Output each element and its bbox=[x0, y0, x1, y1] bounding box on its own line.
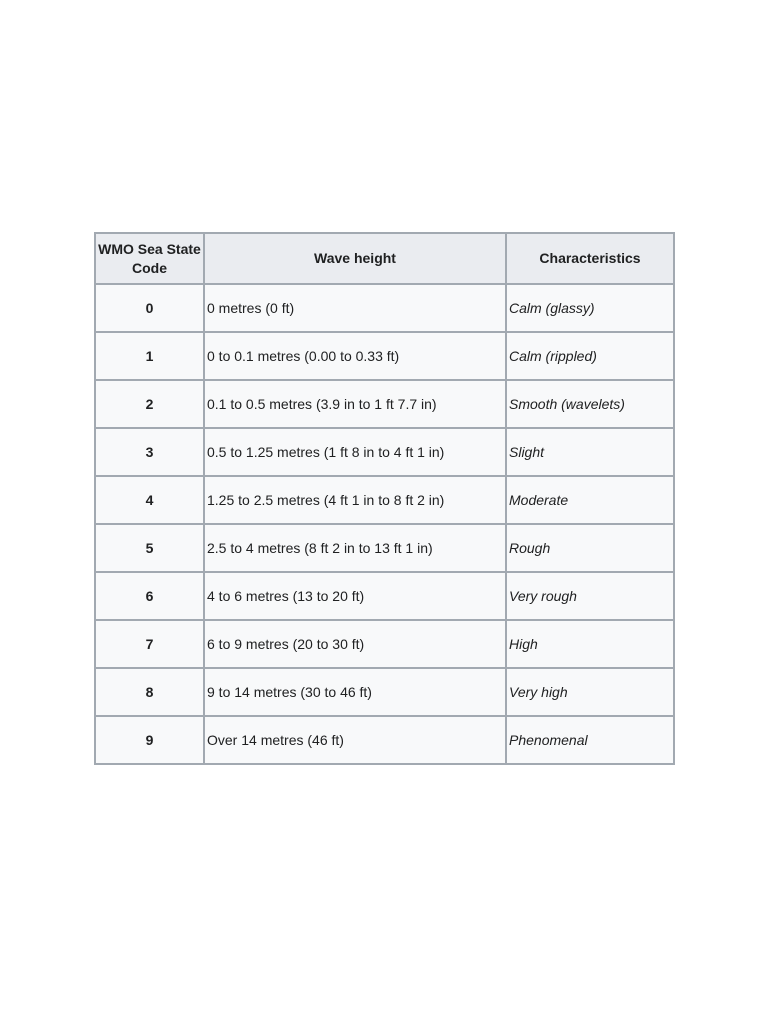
cell-characteristics: Very rough bbox=[506, 572, 674, 620]
cell-code: 2 bbox=[95, 380, 204, 428]
cell-wave-height: 0.5 to 1.25 metres (1 ft 8 in to 4 ft 1 in) bbox=[204, 428, 506, 476]
cell-wave-height: 4 to 6 metres (13 to 20 ft) bbox=[204, 572, 506, 620]
cell-wave-height: 2.5 to 4 metres (8 ft 2 in to 13 ft 1 in) bbox=[204, 524, 506, 572]
cell-code: 3 bbox=[95, 428, 204, 476]
cell-wave-height: Over 14 metres (46 ft) bbox=[204, 716, 506, 764]
cell-code: 0 bbox=[95, 284, 204, 332]
cell-characteristics: Phenomenal bbox=[506, 716, 674, 764]
cell-wave-height: 0 to 0.1 metres (0.00 to 0.33 ft) bbox=[204, 332, 506, 380]
table-row bbox=[95, 380, 674, 428]
cell-characteristics: High bbox=[506, 620, 674, 668]
table-row bbox=[95, 476, 674, 524]
cell-characteristics: Moderate bbox=[506, 476, 674, 524]
header-characteristics: Characteristics bbox=[506, 233, 674, 284]
sea-state-table bbox=[94, 232, 675, 765]
cell-characteristics: Rough bbox=[506, 524, 674, 572]
cell-code: 4 bbox=[95, 476, 204, 524]
cell-code: 8 bbox=[95, 668, 204, 716]
table-row bbox=[95, 524, 674, 572]
cell-wave-height: 0 metres (0 ft) bbox=[204, 284, 506, 332]
table-row bbox=[95, 620, 674, 668]
cell-code: 7 bbox=[95, 620, 204, 668]
table-header-row bbox=[95, 233, 674, 284]
table-row bbox=[95, 668, 674, 716]
header-code: WMO Sea State Code bbox=[95, 233, 204, 284]
cell-characteristics: Very high bbox=[506, 668, 674, 716]
table-row bbox=[95, 428, 674, 476]
cell-characteristics: Calm (rippled) bbox=[506, 332, 674, 380]
cell-code: 9 bbox=[95, 716, 204, 764]
table-row bbox=[95, 332, 674, 380]
cell-wave-height: 6 to 9 metres (20 to 30 ft) bbox=[204, 620, 506, 668]
header-wave-height: Wave height bbox=[204, 233, 506, 284]
cell-wave-height: 9 to 14 metres (30 to 46 ft) bbox=[204, 668, 506, 716]
cell-code: 6 bbox=[95, 572, 204, 620]
cell-wave-height: 0.1 to 0.5 metres (3.9 in to 1 ft 7.7 in) bbox=[204, 380, 506, 428]
cell-wave-height: 1.25 to 2.5 metres (4 ft 1 in to 8 ft 2 in) bbox=[204, 476, 506, 524]
table-row bbox=[95, 716, 674, 764]
cell-characteristics: Calm (glassy) bbox=[506, 284, 674, 332]
table-row bbox=[95, 284, 674, 332]
cell-code: 1 bbox=[95, 332, 204, 380]
cell-characteristics: Smooth (wavelets) bbox=[506, 380, 674, 428]
cell-code: 5 bbox=[95, 524, 204, 572]
cell-characteristics: Slight bbox=[506, 428, 674, 476]
table-row bbox=[95, 572, 674, 620]
